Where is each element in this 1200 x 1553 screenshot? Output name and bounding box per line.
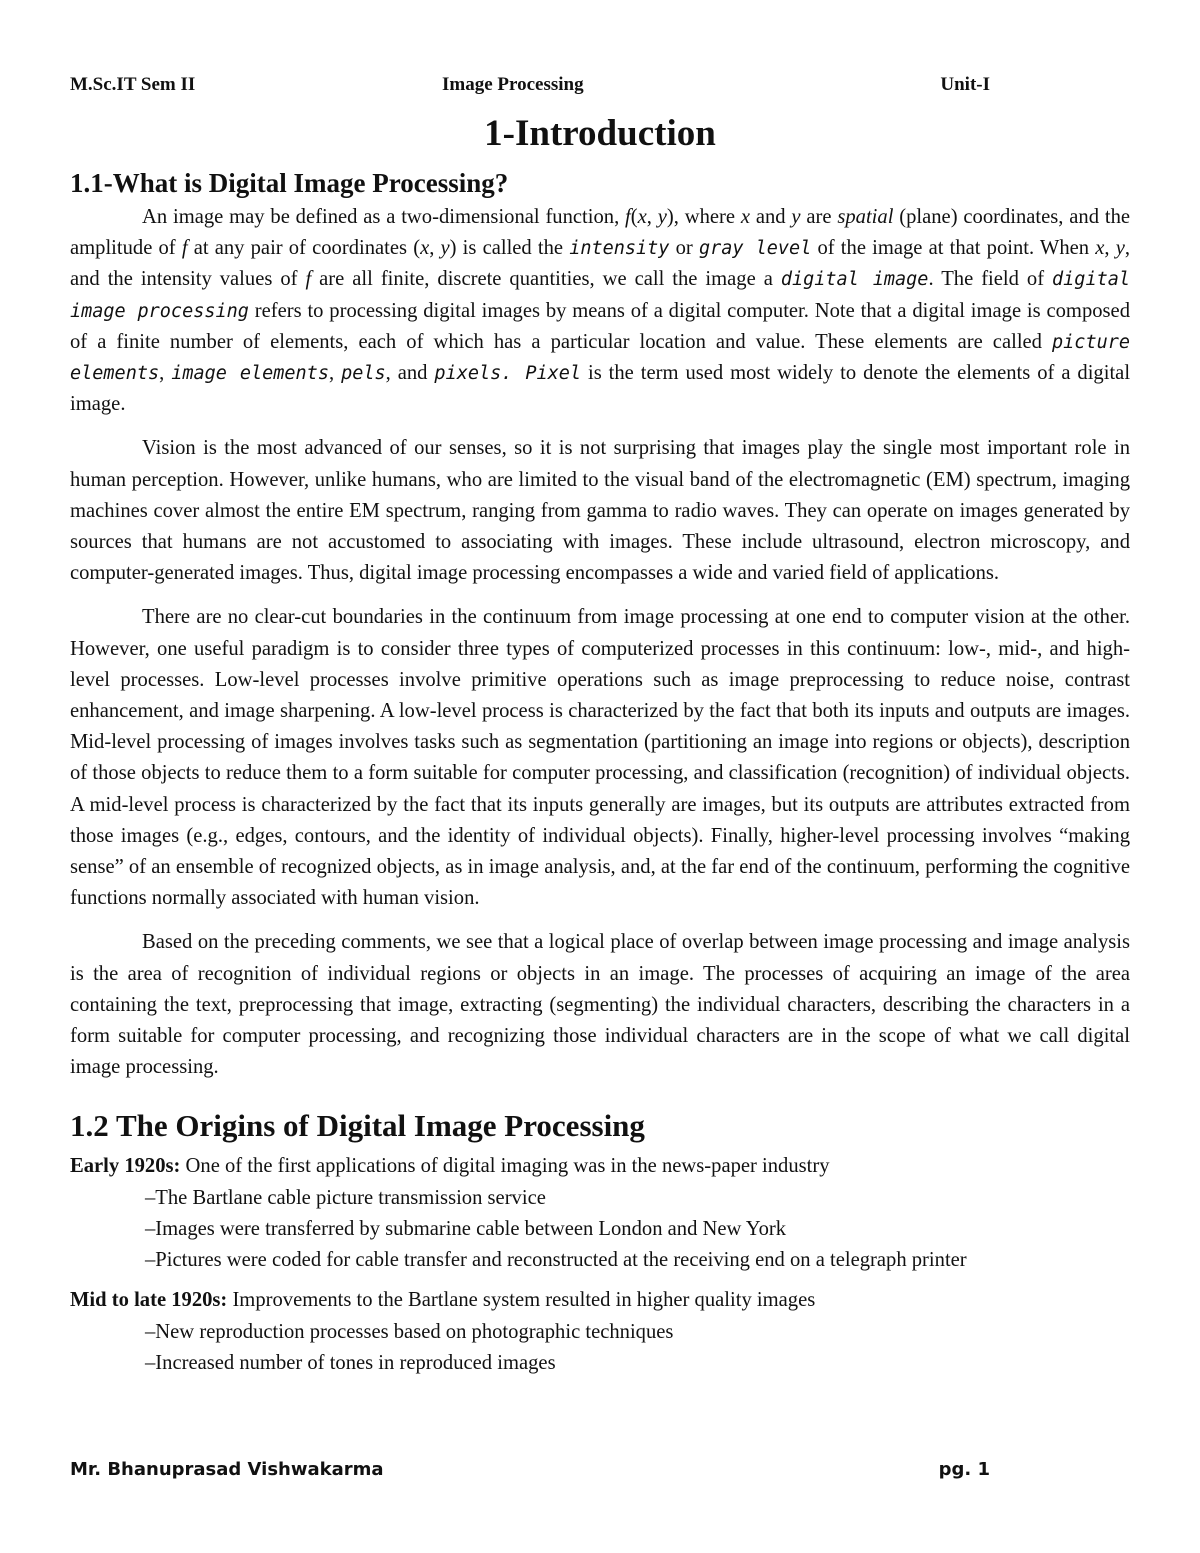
section-heading-1-1: 1.1-What is Digital Image Processing? (70, 168, 509, 198)
page-footer (70, 1459, 990, 1487)
page-number: pg. 1 (938, 1459, 990, 1480)
paragraph-3: There are no clear-cut boundaries in the continuum from image processing at one end to computer vision at the other. However, one useful paradigm is to consider three types of computerized processes in this continuum: low-, mid-, and high-level processes. Low-level processes involve primitive operations such as image preprocessing to reduce noise, contrast enhancement, and image sharpening. A low-level process is characterized by the fact that both its inputs and outputs are images. Mid-level processing of images involves tasks such as segmentation (partitioning an image into regions or objects), description of those objects to reduce them to a form suitable for computer processing, and classification (recognition) of individual objects. A mid-level process is characterized by the fact that its inputs generally are images, but its outputs are attributes extracted from those images (e.g., edges, contours, and the identity of individual objects). Finally, higher-level processing involves “making sense” of an ensemble of recognized objects, as in image analysis, and, at the far end of the continuum, performing the cognitive functions normally associated with human vision. (70, 606, 1130, 910)
timeline-sublist (70, 1317, 1130, 1379)
timeline-text: Improvements to the Bartlane system resulted in higher quality images (227, 1289, 816, 1312)
paragraph-2: Vision is the most advanced of our senses, so it is not surprising that images play the single most important role in human perception. However, unlike humans, who are limited to the visual band of the electromagnetic (EM) spectrum, imaging machines cover almost the entire EM spectrum, ranging from gamma to radio waves. They can operate on images generated by sources that humans are not accustomed to associating with images. These include ultrasound, electron microscopy, and computer-generated images. Thus, digital image processing encompasses a wide and varied field of applications. (70, 437, 1130, 585)
page-body (70, 164, 1130, 1379)
header-subject: Image Processing (442, 74, 584, 95)
footer-author: Mr. Bhanuprasad Vishwakarma (70, 1459, 384, 1480)
timeline-entry (70, 1285, 1130, 1316)
timeline-sublist (70, 1183, 1130, 1277)
header-unit: Unit-I (940, 74, 990, 95)
list-item: –Pictures were coded for cable transfer and reconstructed at the receiving end on a telegraph printer (145, 1249, 967, 1272)
timeline-entry (70, 1151, 1130, 1182)
header-course: M.Sc.IT Sem II (70, 74, 196, 95)
list-item: –New reproduction processes based on photographic techniques (145, 1320, 674, 1343)
timeline-label: Mid to late 1920s: (70, 1289, 228, 1312)
list-item: –Increased number of tones in reproduced images (145, 1351, 556, 1374)
chapter-title: 1-Introduction (484, 113, 716, 154)
timeline-label: Early 1920s: (70, 1155, 181, 1178)
section-heading-1-2: 1.2 The Origins of Digital Image Processing (70, 1108, 645, 1144)
timeline-item (70, 1285, 1130, 1379)
list-item: –Images were transferred by submarine cable between London and New York (145, 1217, 787, 1240)
paragraph-4: Based on the preceding comments, we see that a logical place of overlap between image processing and image analysis is the area of recognition of individual regions or objects in an image. The processes of acquiring an image of the area containing the text, preprocessing that image, extracting (segmenting) the individual characters, describing the characters in a form suitable for computer processing, and recognizing those individual characters are in the scope of what we call digital image processing. (70, 931, 1130, 1079)
timeline-text: One of the first applications of digital imaging was in the news-paper industry (180, 1155, 830, 1178)
timeline-item (70, 1151, 1130, 1276)
running-header (70, 74, 990, 100)
paragraph-1: An image may be defined as a two-dimensional function, f(x, y), where x and y are spatial (plane) coordinates, and the amplitude of f at any pair of coordinates (x, y) is called the intensity or gray level of the image at that point. When x, y, and the intensity values of f are all finite, discrete quantities, we call the image a digital image. The field of digital image processing refers to processing digital images by means of a digital computer. Note that a digital image is composed of a finite number of elements, each of which has a particular location and value. These elements are called picture elements, image elements, pels, and pixels. Pixel is the term used most widely to denote the elements of a digital image. (70, 206, 1131, 416)
list-item: –The Bartlane cable picture transmission service (145, 1186, 546, 1209)
